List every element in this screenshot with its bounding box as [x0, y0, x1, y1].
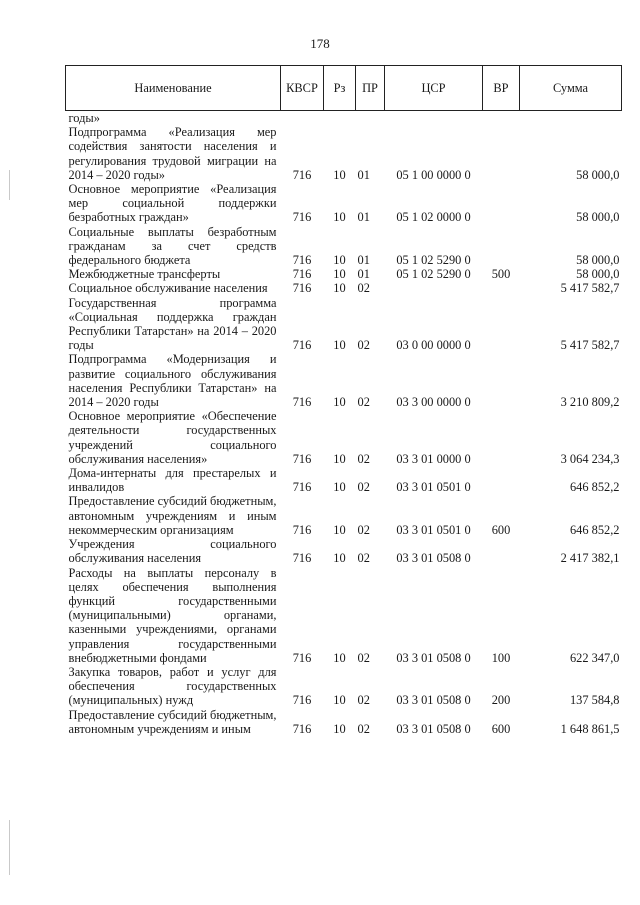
cell-vr [483, 281, 520, 295]
cell-pr: 02 [357, 395, 370, 410]
cell-name: Подпрограмма «Модернизация и развитие социального обслуживания населения Республики Татарстан» на 2014 – 2020 годы [68, 352, 277, 410]
cell-pr: 02 [357, 338, 370, 353]
cell-kvsr: 716 [292, 395, 312, 410]
cell-pr: 01 [357, 210, 370, 225]
cell-pr: 01 [357, 253, 370, 268]
cell-name: Подпрограмма «Реализация мер содействия занятости населения и регулирования трудовой миграции на 2014 – 2020 годы» [68, 125, 277, 182]
cell-csr: 03 3 01 0508 0 [396, 693, 471, 708]
cell-sum: 5 417 582,7 [560, 338, 620, 353]
cell-name: Учреждения социального обслуживания населения [68, 537, 277, 566]
cell-sum: 2 417 382,1 [560, 551, 620, 566]
cell-sum: 1 648 861,5 [560, 721, 620, 736]
cell-pr: 02 [357, 721, 370, 736]
table-header-row [66, 66, 622, 111]
table-row [66, 494, 622, 537]
cell-pr: 01 [357, 267, 370, 282]
cell-pr: 02 [357, 480, 370, 495]
cell-vr [483, 352, 520, 409]
cell-pr: 02 [357, 522, 370, 537]
cell-csr: 05 1 02 0000 0 [396, 210, 471, 225]
cell-kvsr: 716 [292, 721, 312, 736]
cell-pr: 01 [357, 167, 370, 182]
cell-vr: 200 [491, 693, 511, 708]
table-row [66, 409, 622, 466]
cell-sum: 5 417 582,7 [560, 281, 620, 296]
cell-rz: 10 [333, 167, 346, 182]
cell-sum: 646 852,2 [569, 522, 620, 537]
cell-kvsr: 716 [292, 167, 312, 182]
cell-name: Социальное обслуживание населения [68, 281, 268, 296]
cell-csr: 03 3 01 0501 0 [396, 480, 471, 495]
table-row [66, 708, 622, 736]
budget-table [65, 65, 622, 736]
cell-name: годы» [68, 111, 100, 125]
cell-sum: 646 852,2 [569, 480, 620, 495]
cell-kvsr: 716 [292, 522, 312, 537]
cell-name: Предоставление субсидий бюджетным, автономным учреждениям и иным [68, 707, 277, 736]
cell-sum: 58 000,0 [576, 253, 620, 268]
cell-kvsr: 716 [292, 267, 312, 282]
cell-rz: 10 [333, 267, 346, 282]
cell-kvsr: 716 [292, 451, 312, 466]
cell-csr: 05 1 00 0000 0 [396, 167, 471, 182]
table-row [66, 267, 622, 281]
cell-kvsr [281, 111, 324, 126]
cell-rz [324, 111, 356, 126]
cell-sum: 622 347,0 [569, 650, 620, 665]
cell-sum [520, 111, 622, 126]
cell-name: Предоставление субсидий бюджетным, автономным учреждениям и иным некоммерческим организациям [68, 494, 277, 537]
cell-kvsr: 716 [292, 650, 312, 665]
cell-name: Закупка товаров, работ и услуг для обеспечения государственных (муниципальных) нужд [68, 664, 277, 708]
cell-vr [483, 296, 520, 353]
cell-csr: 03 0 00 0000 0 [396, 338, 471, 353]
table-row [66, 566, 622, 665]
cell-kvsr: 716 [292, 480, 312, 495]
header-sum: Сумма [520, 66, 622, 111]
cell-sum: 3 064 234,3 [560, 451, 620, 466]
cell-pr: 02 [357, 551, 370, 566]
cell-vr [483, 125, 520, 182]
cell-vr: 100 [491, 650, 511, 665]
table-row [66, 537, 622, 565]
cell-csr: 05 1 02 5290 0 [396, 253, 471, 268]
cell-name: Дома-интернаты для престарелых и инвалидов [68, 466, 277, 495]
cell-vr [483, 409, 520, 466]
cell-rz: 10 [333, 451, 346, 466]
cell-kvsr: 716 [292, 551, 312, 566]
cell-kvsr: 716 [292, 281, 312, 296]
cell-name: Расходы на выплаты персоналу в целях обеспечения выполнения функций государственными (муниципальными) органами, казенными учреждениями, органами управления государственными внебюджетными фондами [68, 565, 277, 665]
cell-csr: 03 3 00 0000 0 [396, 395, 471, 410]
table-row [66, 281, 622, 295]
page-number: 178 [310, 36, 330, 51]
table-row [66, 352, 622, 409]
cell-vr [483, 111, 520, 126]
table-row [66, 296, 622, 353]
header-name: Наименование [66, 66, 281, 111]
cell-name: Социальные выплаты безработным гражданам за счет средств федерального бюджета [68, 224, 277, 268]
table-row [66, 125, 622, 182]
scan-edge-mark [9, 820, 10, 875]
cell-pr: 02 [357, 693, 370, 708]
cell-pr [356, 111, 385, 126]
header-csr: ЦСР [385, 66, 483, 111]
cell-kvsr: 716 [292, 693, 312, 708]
cell-rz: 10 [333, 281, 346, 296]
cell-csr [385, 111, 483, 126]
cell-sum: 58 000,0 [576, 210, 620, 225]
cell-vr: 600 [491, 721, 511, 736]
cell-kvsr: 716 [292, 210, 312, 225]
cell-name: Межбюджетные трансферты [68, 267, 221, 282]
cell-vr [483, 466, 520, 494]
cell-vr: 600 [491, 522, 511, 537]
cell-rz: 10 [333, 395, 346, 410]
table-body [66, 111, 622, 736]
cell-name: Основное мероприятие «Реализация мер социальной поддержки безработных граждан» [68, 182, 277, 225]
cell-csr: 03 3 01 0508 0 [396, 551, 471, 566]
cell-rz: 10 [333, 693, 346, 708]
cell-csr: 03 3 01 0000 0 [396, 451, 471, 466]
cell-sum: 58 000,0 [576, 167, 620, 182]
cell-rz: 10 [333, 551, 346, 566]
cell-name: Основное мероприятие «Обеспечение деятельности государственных учреждений социального обслуживания населения» [68, 409, 277, 466]
table-row [66, 466, 622, 494]
cell-vr [483, 537, 520, 565]
cell-sum: 58 000,0 [576, 267, 620, 282]
cell-rz: 10 [333, 210, 346, 225]
cell-pr: 02 [357, 281, 370, 296]
header-vr: ВР [483, 66, 520, 111]
table-row [66, 111, 622, 126]
cell-csr: 03 3 01 0501 0 [396, 522, 471, 537]
cell-csr: 05 1 02 5290 0 [396, 267, 471, 282]
cell-rz: 10 [333, 480, 346, 495]
header-pr: ПР [356, 66, 385, 111]
cell-rz: 10 [333, 253, 346, 268]
cell-rz: 10 [333, 721, 346, 736]
cell-csr: 03 3 01 0508 0 [396, 650, 471, 665]
cell-name: Государственная программа «Социальная поддержка граждан Республики Татарстан» на 2014 – 2020 годы [68, 295, 277, 353]
header-kvsr: КВСР [281, 66, 324, 111]
cell-rz: 10 [333, 338, 346, 353]
cell-kvsr: 716 [292, 253, 312, 268]
table-row [66, 182, 622, 225]
cell-sum: 3 210 809,2 [560, 395, 620, 410]
cell-vr [483, 225, 520, 268]
table-row [66, 665, 622, 708]
cell-pr: 02 [357, 650, 370, 665]
cell-csr: 03 3 01 0508 0 [396, 721, 471, 736]
cell-vr [483, 182, 520, 225]
header-rz: Рз [324, 66, 356, 111]
cell-sum: 137 584,8 [569, 693, 620, 708]
scan-edge-mark [9, 170, 10, 200]
cell-rz: 10 [333, 650, 346, 665]
cell-pr: 02 [357, 451, 370, 466]
cell-csr [385, 281, 483, 295]
cell-rz: 10 [333, 522, 346, 537]
table-row [66, 225, 622, 268]
cell-vr: 500 [491, 267, 511, 282]
cell-kvsr: 716 [292, 338, 312, 353]
